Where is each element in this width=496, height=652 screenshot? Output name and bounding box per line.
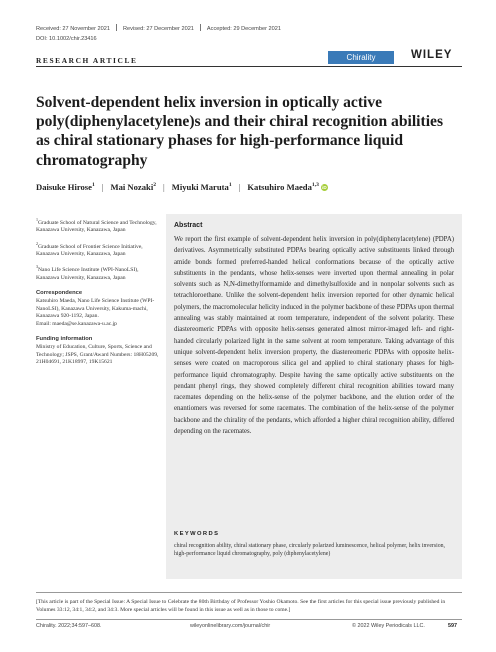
author[interactable]: Katsuhiro Maeda$^{1,3}$ — [247, 182, 319, 192]
author[interactable]: Miyuki Maruta$^1$ — [171, 182, 232, 192]
divider: | — [163, 182, 165, 192]
author[interactable]: Daisuke Hirose$^1$ — [36, 182, 95, 192]
affiliation: $^1$Graduate School of Natural Science and Technology, Kanazawa University, Kanazawa, Japan — [36, 217, 157, 234]
footer-rule — [36, 619, 462, 620]
author-list — [36, 182, 328, 192]
abstract-text: We report the first example of solvent-dependent helix inversion in poly(diphenylacetylene) (PDPA) derivatives. Asymmetrically substituted PDPAs bearing optically active substituents linked through amide bonds formed preferred-handed helical conformations because of the optically active substituents in the pendants, whose helix-senses were inverted upon thermal annealing in polar solvents such as N,N-dimethylformamide and dimethylsulfoxide and in nonpolar solvents such as tetrachloroethane. Unlike the solvent-dependent helix inversion reported for other dynamic helical polymers, the macromolecular helicity induced in the polymer backbone of these PDPAs upon thermal annealing was stably maintained at room temperature, independent of the solvent polarity. These diastereomeric PDPAs with opposite helix-senses generated almost mirror-imaged left- and right-handed circularly polarized light in the same solvent at room temperature. Taking advantage of this unique solvent-dependent helix inversion property, the diastereomeric PDPAs with opposite helix-senses were coated on macroporous silica gel and applied to chiral stationary phases for high-performance liquid chromatography. Despite having the same optically active substituents on the pendant phenyl rings, they showed completely different chiral recognition abilities toward many racemates depending on the helix-sense of the polymer backbone, and the elution order of the enantiomers was reversed for some racemates. The combination of the helix-sense of the polymer backbone and the chirality of the pendants, which afforded a higher chiral recognition ability, differed depending on the racemates. — [174, 236, 454, 436]
keywords-heading: KEYWORDS — [174, 531, 220, 537]
article-type: RESEARCH ARTICLE — [36, 56, 138, 65]
page-number: 597 — [448, 623, 457, 629]
doi[interactable]: DOI: 10.1002/chir.23416 — [36, 36, 97, 42]
article-info-sidebar — [36, 216, 162, 372]
author[interactable]: Mai Nozaki$^2$ — [110, 182, 157, 192]
citation: Chirality. 2022;34:597–608. — [36, 623, 102, 629]
affiliation: $^2$Graduate School of Frontier Science Initiative, Kanazawa University, Kanazawa, Japan — [36, 240, 143, 257]
affiliation: $^3$Nano Life Science Institute (WPI-NanoLSI), Kanazawa University, Kanazawa, Japan — [36, 264, 139, 281]
header-rule — [36, 66, 462, 67]
copyright: © 2022 Wiley Periodicals LLC. — [352, 623, 425, 629]
publisher-logo: WILEY — [411, 49, 453, 61]
funding-heading: Funding information — [36, 336, 93, 343]
correspondence-heading: Correspondence — [36, 290, 83, 297]
journal-badge: Chirality — [328, 51, 394, 64]
article-title: Solvent-dependent helix inversion in optically active poly(diphenylacetylene)s and their chiral recognition abilities as chiral stationary phases for high-performance liquid chromatography — [36, 94, 444, 169]
footnote-rule — [36, 592, 462, 593]
revised-date: Revised: 27 December 2021 — [123, 26, 194, 32]
correspondence-email[interactable]: Email: maeda@se.kanazawa-u.ac.jp — [36, 320, 117, 327]
divider — [200, 24, 201, 31]
correspondence-text: Katsuhiro Maeda, Nano Life Science Institute (WPI-NanoLSI), Kanazawa University, Kakuma-machi, Kanazawa 920-1192, Japan. — [36, 298, 155, 320]
divider: | — [238, 182, 241, 192]
divider — [116, 24, 117, 31]
keywords-text: chiral recognition ability, chiral stationary phase, circularly polarized luminescence, helical polymer, helix inversion, high-performance liquid chromatography, poly (diphenylacetylene) — [174, 543, 445, 558]
special-issue-note: [This article is part of the Special Issue: A Special Issue to Celebrate the 80th Birthday of Professor Yoshio Okamoto. See the first articles for this special issue previously published in Volumes 33:12, 34:1, 34:2, and 34:3. More special articles will be found in this issue as well as in those to come.] — [36, 599, 446, 614]
funding-text: Ministry of Education, Culture, Sports, Science and Technology; JSPS, Grant/Award Numbers: 18H05209, 21H04691, 21K18997, 19K15621 — [36, 344, 159, 366]
abstract-heading: Abstract — [174, 222, 203, 229]
publication-dates — [36, 24, 281, 32]
journal-url[interactable]: wileyonlinelibrary.com/journal/chir — [190, 623, 271, 629]
orcid-icon[interactable]: iD — [322, 185, 327, 190]
accepted-date: Accepted: 29 December 2021 — [206, 26, 281, 32]
received-date: Received: 27 November 2021 — [36, 26, 111, 32]
divider: | — [101, 182, 104, 192]
